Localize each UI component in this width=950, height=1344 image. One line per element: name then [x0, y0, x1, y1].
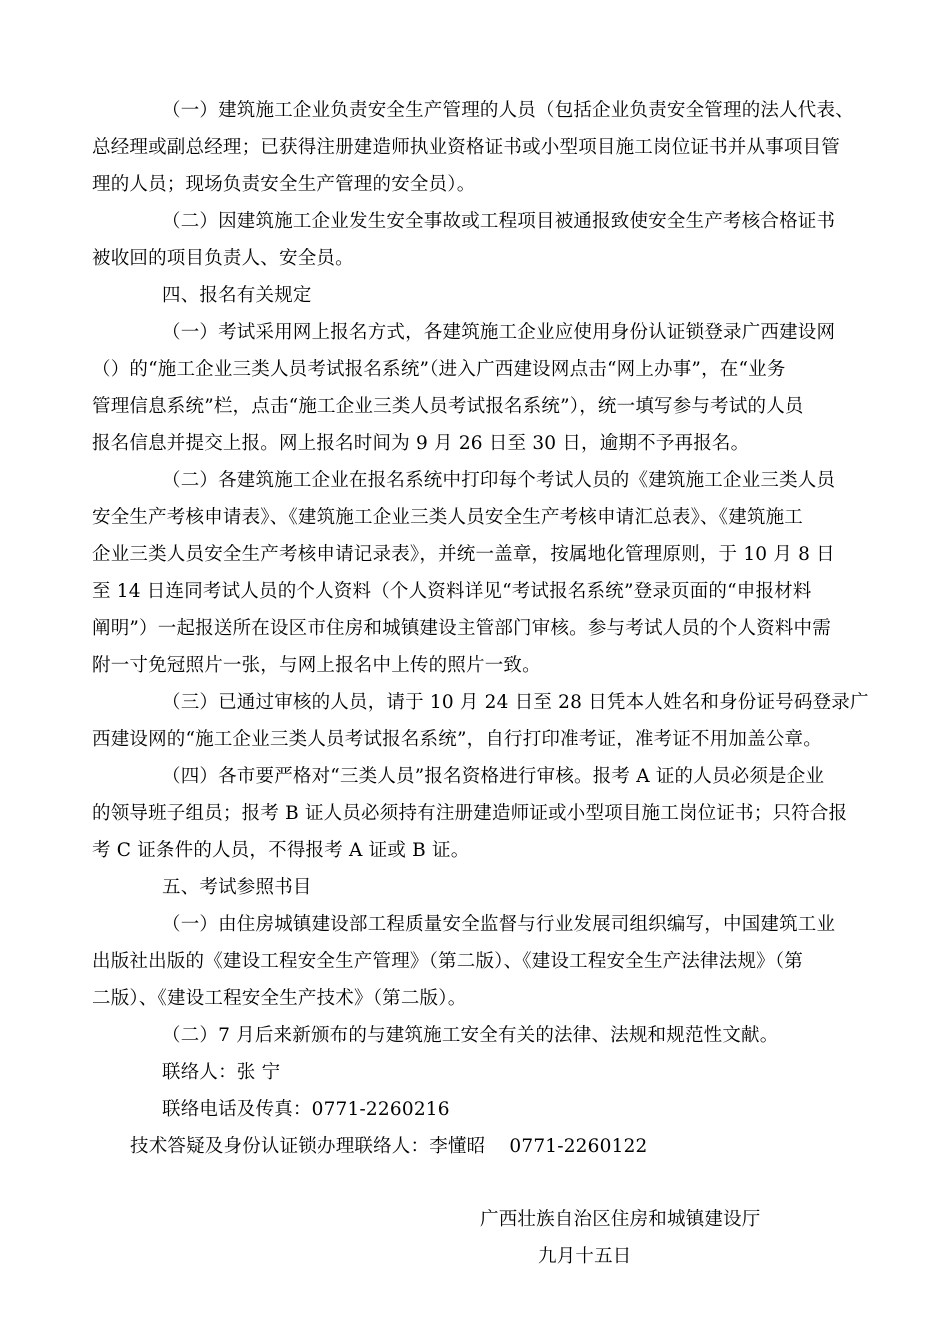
section-heading: 四、报名有关规定 [162, 285, 312, 306]
signature-date: 九月十五日 [538, 1246, 632, 1267]
paragraph-line: 管理信息系统”栏，点击“施工企业三类人员考试报名系统”），统一填写参与考试的人员 [92, 396, 804, 417]
paragraph-line: （三）已通过审核的人员，请于 10 月 24 日至 28 日凭本人姓名和身份证号码登录广 [162, 692, 869, 713]
paragraph-line: （一）建筑施工企业负责安全生产管理的人员（包括企业负责安全管理的法人代表、 [162, 100, 854, 121]
paragraph-line: （二）各建筑施工企业在报名系统中打印每个考试人员的《建筑施工企业三类人员 [162, 470, 836, 491]
paragraph-line: （一）由住房城镇建设部工程质量安全监督与行业发展司组织编写，中国建筑工业 [162, 914, 836, 935]
paragraph-line: （）的“施工企业三类人员考试报名系统”（进入广西建设网点击“网上办事”，在“业务 [92, 359, 786, 380]
paragraph-line: 附一寸免冠照片一张，与网上报名中上传的照片一致。 [92, 655, 541, 676]
section-heading: 五、考试参照书目 [162, 877, 312, 898]
paragraph-line: （二）7 月后来新颁布的与建筑施工安全有关的法律、法规和规范性文献。 [162, 1025, 779, 1046]
paragraph-line: 出版社出版的《建设工程安全生产管理》（第二版）、《建设工程安全生产法律法规》（第 [92, 951, 804, 972]
paragraph-line: （四）各市要严格对“三类人员”报名资格进行审核。报考 A 证的人员必须是企业 [162, 766, 825, 787]
paragraph-line: 的领导班子组员；报考 B 证人员必须持有注册建造师证或小型项目施工岗位证书；只符合报 [92, 803, 848, 824]
paragraph-line: 总经理或副总经理；已获得注册建造师执业资格证书或小型项目施工岗位证书并从事项目管 [92, 137, 841, 158]
paragraph-line: 二版）、《建设工程安全生产技术》（第二版）。 [92, 988, 467, 1009]
paragraph-line: （一）考试采用网上报名方式，各建筑施工企业应使用身份认证锁登录广西建设网 [162, 322, 836, 343]
paragraph-line: 西建设网的“施工企业三类人员考试报名系统”，自行打印准考证，准考证不用加盖公章。 [92, 729, 822, 750]
paragraph-line: （二）因建筑施工企业发生安全事故或工程项目被通报致使安全生产考核合格证书 [162, 211, 836, 232]
contact-phone-fax: 联络电话及传真：0771-2260216 [162, 1099, 450, 1120]
paragraph-line: 安全生产考核申请表》、《建筑施工企业三类人员安全生产考核申请汇总表》、《建筑施工 [92, 507, 804, 528]
paragraph-line: 被收回的项目负责人、安全员。 [92, 248, 354, 269]
contact-person: 联络人：张 宁 [162, 1062, 281, 1083]
signature-organization: 广西壮族自治区住房和城镇建设厅 [480, 1209, 761, 1230]
paragraph-line: 理的人员；现场负责安全生产管理的安全员）。 [92, 174, 476, 195]
tech-support-contact: 技术答疑及身份认证锁办理联络人：李懂昭 0771-2260122 [130, 1136, 648, 1157]
paragraph-line: 报名信息并提交上报。网上报名时间为 9 月 26 日至 30 日，逾期不予再报名。 [92, 433, 750, 454]
paragraph-line: 企业三类人员安全生产考核申请记录表》，并统一盖章，按属地化管理原则，于 10 月 8 日 [92, 544, 835, 565]
paragraph-line: 至 14 日连同考试人员的个人资料（个人资料详见“考试报名系统”登录页面的“申报材料 [92, 581, 812, 602]
paragraph-line: 阐明”）一起报送所在设区市住房和城镇建设主管部门审核。参与考试人员的个人资料中需 [92, 618, 831, 639]
paragraph-line: 考 C 证条件的人员，不得报考 A 证或 B 证。 [92, 840, 470, 861]
